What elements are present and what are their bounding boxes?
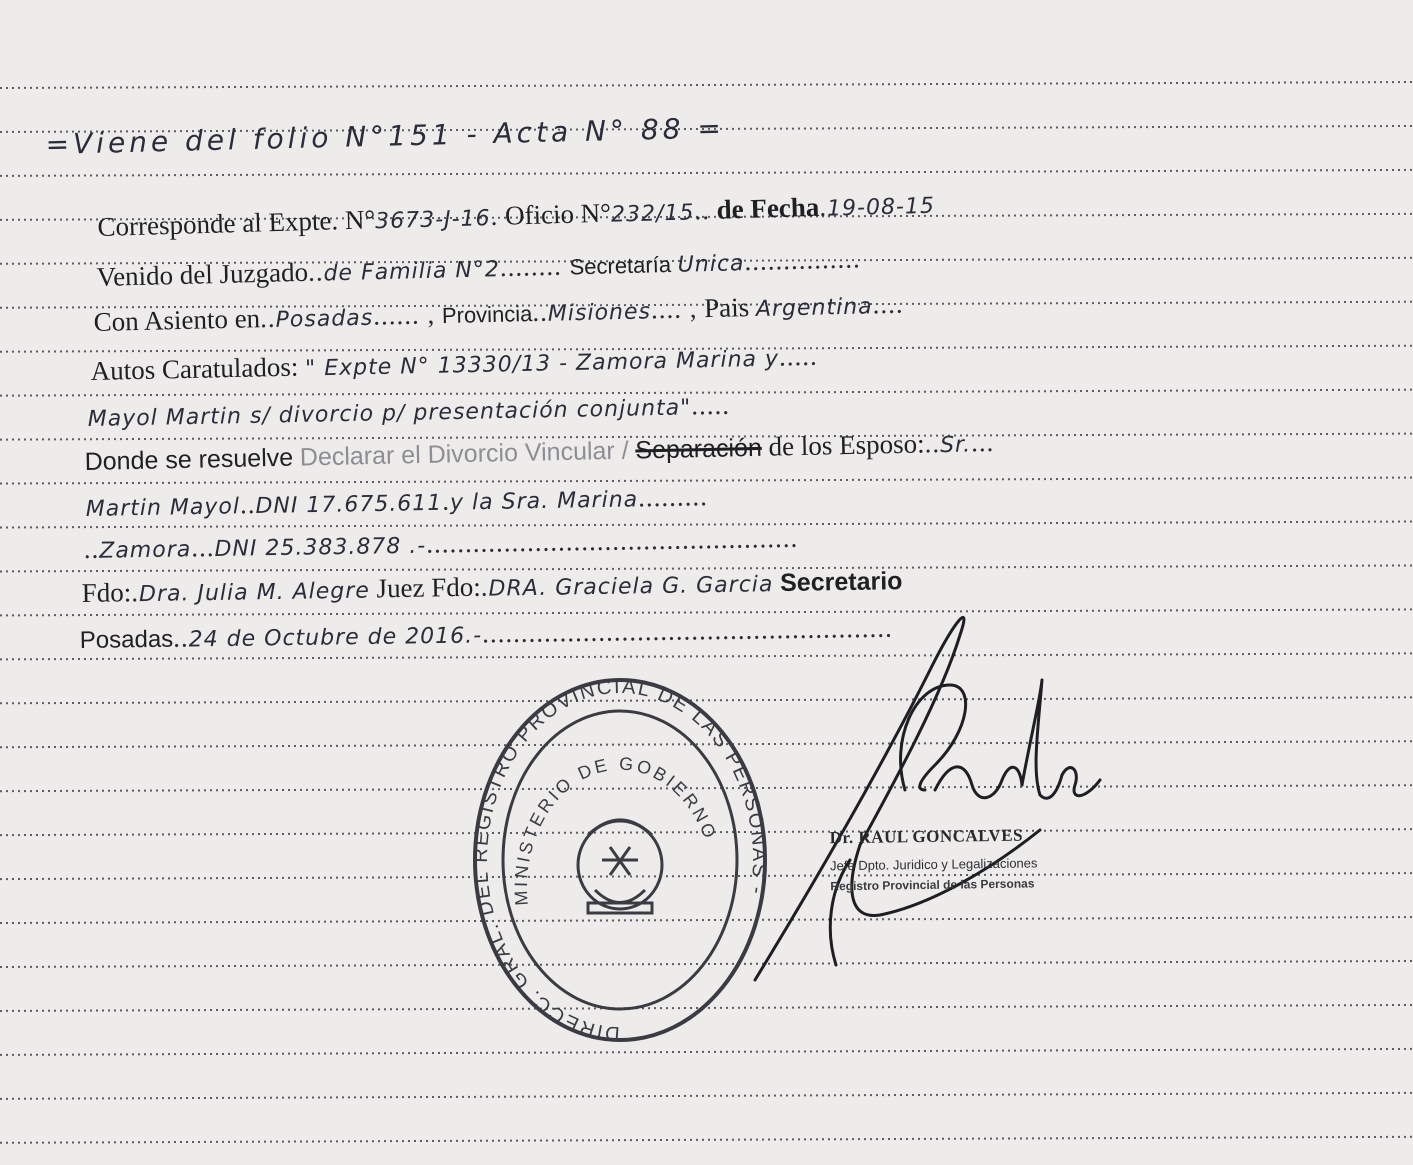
dots: .. [239,489,256,520]
esposo-dni-value: DNI 17.675.611 [255,490,443,520]
ruled-line [0,1137,1413,1143]
oficio-label: Oficio N° [504,197,612,231]
autos-continuation-value: Mayol Martin s/ divorcio p/ presentación conjunta" [87,395,692,433]
juez-fdo-label: Juez Fdo: [376,571,482,604]
official-stamp [470,675,770,1045]
dots: ..................................................... [481,612,893,649]
asiento-label: Con Asiento en [93,303,261,338]
dots: ... [970,426,995,458]
dots: ................................................ [425,522,799,559]
juzgado-value: de Familia N°2 [323,257,501,287]
dots: .. [83,533,100,565]
stamp-inner-text [511,753,721,906]
fecha-value: 19-08-15 [826,193,936,222]
autos-value: " Expte N° 13330/13 - Zamora Marina y [304,346,780,382]
esposa-surname-value: Zamora [99,537,192,564]
dots: .. [924,428,941,459]
provincia-label: Provincia [441,301,533,329]
signatory-office: Registro Provincial de las Personas [830,876,1035,894]
dots: . [818,191,828,222]
dots: . [490,200,499,232]
ruled-line [0,1093,1413,1099]
expediente-label: Corresponde al Expte. N° [97,204,376,243]
ruled-line [0,82,1413,88]
folio-heading-text: =Viene del folio N°151 - Acta N° 88 = [45,111,726,161]
oficio-value: 232/15 [610,200,695,228]
coat-of-arms-emblem [578,820,662,913]
dots: ............... [744,243,862,277]
fecha-label: de Fecha [716,191,820,225]
dots: ........ [499,250,570,283]
dots: .. [172,622,189,653]
dots: ...... , [372,299,436,331]
dots: ... [190,531,215,563]
dots: .... , [650,293,698,325]
dots: . [441,485,451,516]
separacion-struck-label: Separación [635,433,763,465]
juzgado-label: Venido del Juzgado [96,256,309,293]
resuelve-label: Donde se resuelve [84,443,294,477]
esposos-title-value: Sr. [939,432,972,459]
esposa-title-value: y la Sra. Marina [449,487,639,516]
stamp-inner-textpath: MINISTERIO DE GOBIERNO [510,753,721,907]
signature-block [830,824,1161,894]
pais-label: Pais [703,292,750,324]
handwritten-signature [740,590,1140,990]
juez-name-value: Dra. Julia M. Alegre [138,578,371,608]
ruled-line [0,653,1413,659]
esposos-label: de los Esposo: [768,428,925,462]
ruled-line [0,1049,1413,1055]
stamp-outer-textpath: DIRECC. GRAL. DEL REGISTRO PROVINCIAL DE LAS PERSONAS - [470,675,770,1045]
provincia-value: Misiones [547,299,652,327]
dots: ..... [690,389,731,421]
expediente-value: 3673-J-16 [374,206,491,235]
secretario-label: Secretario [779,567,903,598]
secretaria-value: Unica [677,251,745,278]
dots: .. [259,302,276,334]
posadas-label: Posadas [79,625,174,655]
esposa-dni-value: DNI 25.383.878 .- [214,533,427,562]
dots: .. [531,296,549,328]
ruled-line [0,170,1413,176]
dots: ..... [778,340,819,372]
signatory-role: Jefe Dpto. Juridico y Legalizaciones [829,855,1038,874]
esposo-name-value: Martin Mayol [85,494,241,523]
dots: . [131,577,140,608]
fecha-emision-value: 24 de Octubre de 2016.- [188,623,483,653]
secretario-name-value: DRA. Graciela G. Garcia [488,572,774,602]
dots: .. [693,194,711,226]
divorcio-vincular-label: Declarar el Divorcio Vincular / [299,436,629,472]
autos-label: Autos Caratulados: [90,351,299,387]
asiento-value: Posadas [275,305,374,333]
dots: .... [872,288,904,320]
signatory-name: Dr. RAUL GONCALVES [829,825,1024,848]
pais-value: Argentina [755,294,873,322]
fdo-label: Fdo: [81,577,132,609]
dots: . [480,571,489,602]
dots: .. [307,256,324,287]
secretaria-label: Secretaría [569,251,672,280]
dots: ......... [637,481,709,513]
